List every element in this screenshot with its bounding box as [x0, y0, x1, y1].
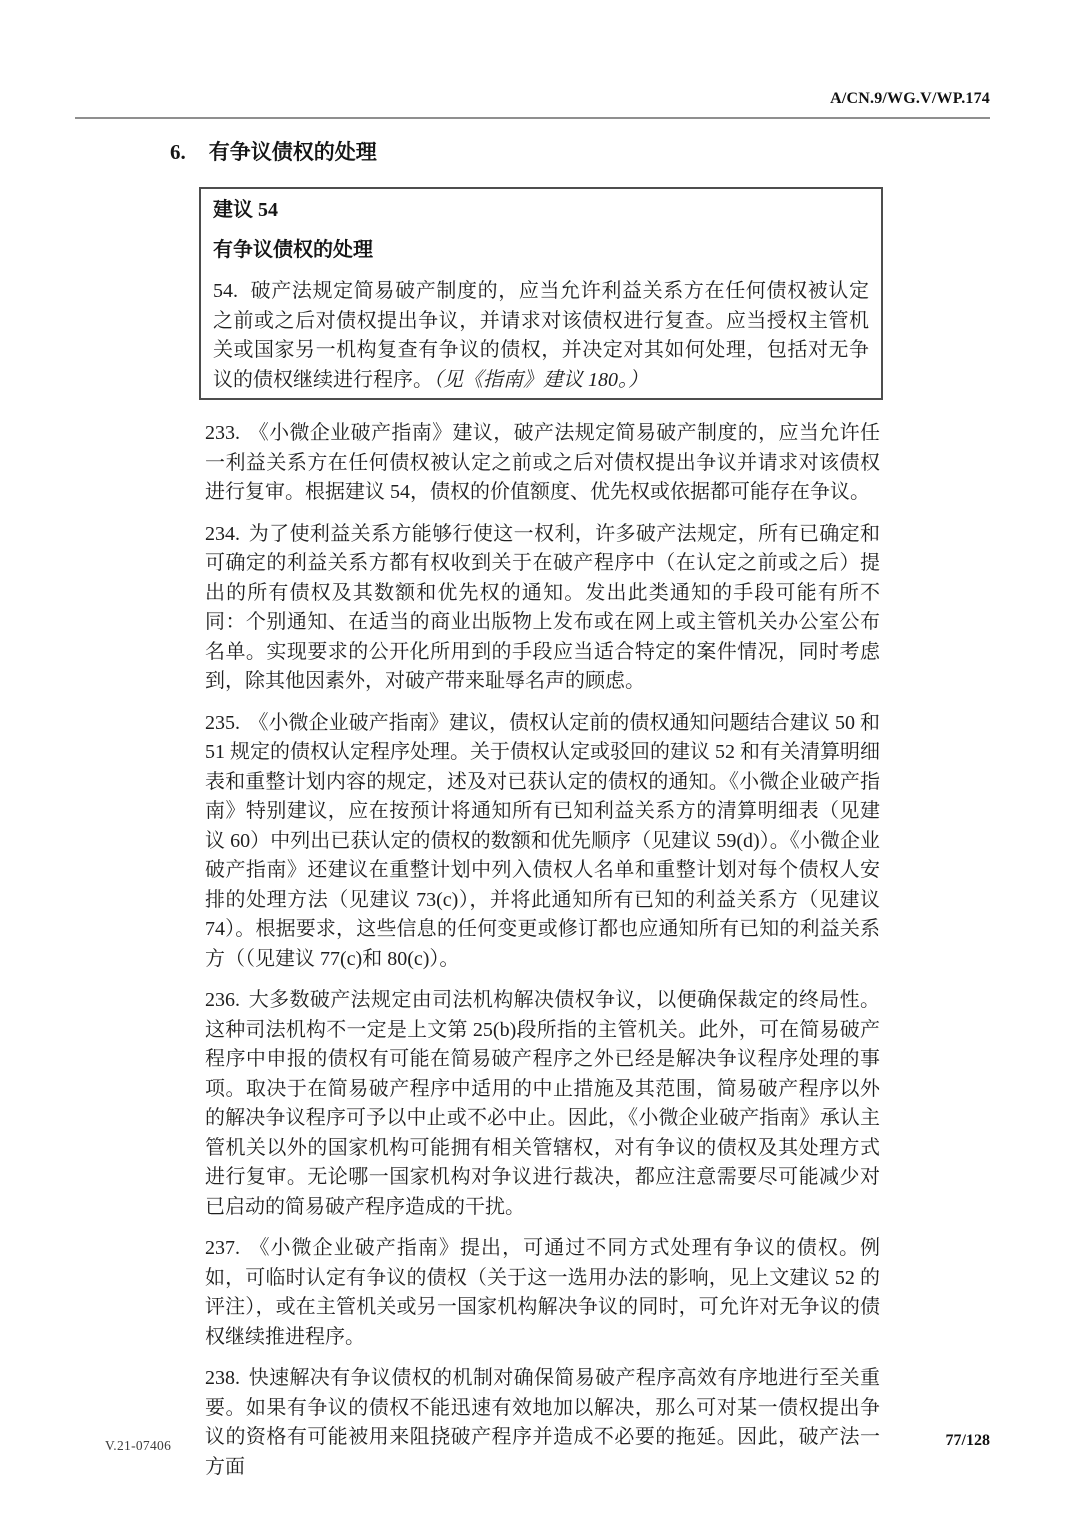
paragraph-text: 《小微企业破产指南》建议，债权认定前的债权通知问题结合建议 50 和 51 规定的债权认定程序处理。关于债权认定或驳回的建议 52 和有关清算明细表和重整计划内容的规定，述及对已获认定的债权的通知。《小微企业破产指南》特别建议，应在按预计将通知所有已知利益关系方的清算明细表（见建议 60）中列出已获认定的债权的数额和优先顺序（见建议 59(d)）。《小微企业破产指南》还建议在重整计划中列入债权人名单和重整计划对每个债权人安排的处理方法（见建议 73(c)），并将此通知所有已知的利益关系方（见建议 74）。根据要求，这些信息的任何变更或修订都也应通知所有已知的利益关系方（（见建议 77(c)和 80(c)）。	[205, 711, 880, 970]
document-symbol: A/CN.9/WG.V/WP.174	[830, 90, 990, 107]
paragraph-number: 234.	[205, 522, 240, 545]
recommendation-paragraph	[213, 277, 869, 395]
recommendation-citation: （见《指南》建议 180。）	[433, 368, 648, 391]
paragraph-238	[205, 1364, 880, 1482]
paragraph-text: 快速解决有争议债权的机制对确保简易破产程序高效有序地进行至关重要。如果有争议的债权不能迅速有效地加以解决，那么可对某一债权提出争议的资格有可能被用来阻挠破产程序并造成不必要的拖延。因此，破产法一方面	[205, 1367, 880, 1478]
section-heading	[170, 136, 377, 166]
paragraph-237	[205, 1234, 880, 1352]
paragraph-text: 《小微企业破产指南》提出，可通过不同方式处理有争议的债权。例如，可临时认定有争议的债权（关于这一选用办法的影响，见上文建议 52 的评注），或在主管机关或另一国家机构解决争议的同时，可允许对无争议的债权继续推进程序。	[205, 1237, 880, 1348]
paragraph-number: 238.	[205, 1367, 240, 1389]
body-column	[205, 419, 880, 1494]
paragraph-236	[205, 986, 880, 1222]
header-rule	[75, 117, 990, 119]
paragraph-number: 236.	[205, 989, 240, 1011]
paragraph-number: 233.	[205, 422, 240, 444]
paragraph-text: 《小微企业破产指南》建议，破产法规定简易破产制度的，应当允许任一利益关系方在任何债权被认定之前或之后对债权提出争议并请求对该债权进行复审。根据建议 54，债权的价值额度、优先权或依据都可能存在争议。	[205, 422, 880, 503]
paragraph-text: 大多数破产法规定由司法机构解决债权争议，以便确保裁定的终局性。这种司法机构不一定是上文第 25(b)段所指的主管机关。此外，可在简易破产程序中申报的债权有可能在简易破产程序之外已经是解决争议程序处理的事项。取决于在简易破产程序中适用的中止措施及其范围，简易破产程序以外的解决争议程序可予以中止或不必中止。因此，《小微企业破产指南》承认主管机关以外的国家机构可能拥有相关管辖权，对有争议的债权及其处理方式进行复审。无论哪一国家机构对争议进行裁决，都应注意需要尽可能减少对已启动的简易破产程序造成的干扰。	[205, 989, 880, 1218]
recommendation-paragraph-number: 54.	[213, 280, 238, 302]
footer-page-number: 77/128	[945, 1432, 990, 1449]
paragraph-234	[205, 520, 880, 697]
footer-document-number: V.21-07406	[105, 1438, 172, 1453]
paragraph-233	[205, 419, 880, 508]
section-title: 有争议债权的处理	[208, 140, 377, 164]
paragraph-number: 235.	[205, 711, 240, 734]
recommendation-paragraph-text: 破产法规定简易破产制度的，应当允许利益关系方在任何债权被认定之前或之后对债权提出争议，并请求对该债权进行复查。应当授权主管机关或国家另一机构复查有争议的债权，并决定对其如何处理，包括对无争议的债权继续进行程序。	[213, 280, 869, 391]
recommendation-label: 建议 54	[213, 199, 278, 221]
paragraph-text: 为了使利益关系方能够行使这一权利，许多破产法规定，所有已确定和可确定的利益关系方都有权收到关于在破产程序中（在认定之前或之后）提出的所有债权及其数额和优先权的通知。发出此类通知的手段可能有所不同：个别通知、在适当的商业出版物上发布或在网上或主管机关办公室公布名单。实现要求的公开化所用到的手段应当适合特定的案件情况，同时考虑到，除其他因素外，对破产带来耻辱名声的顾虑。	[205, 522, 880, 692]
section-number: 6.	[170, 140, 186, 164]
recommendation-box	[199, 187, 883, 400]
paragraph-number: 237.	[205, 1237, 240, 1259]
paragraph-235	[205, 709, 880, 975]
recommendation-title: 有争议债权的处理	[213, 239, 373, 261]
